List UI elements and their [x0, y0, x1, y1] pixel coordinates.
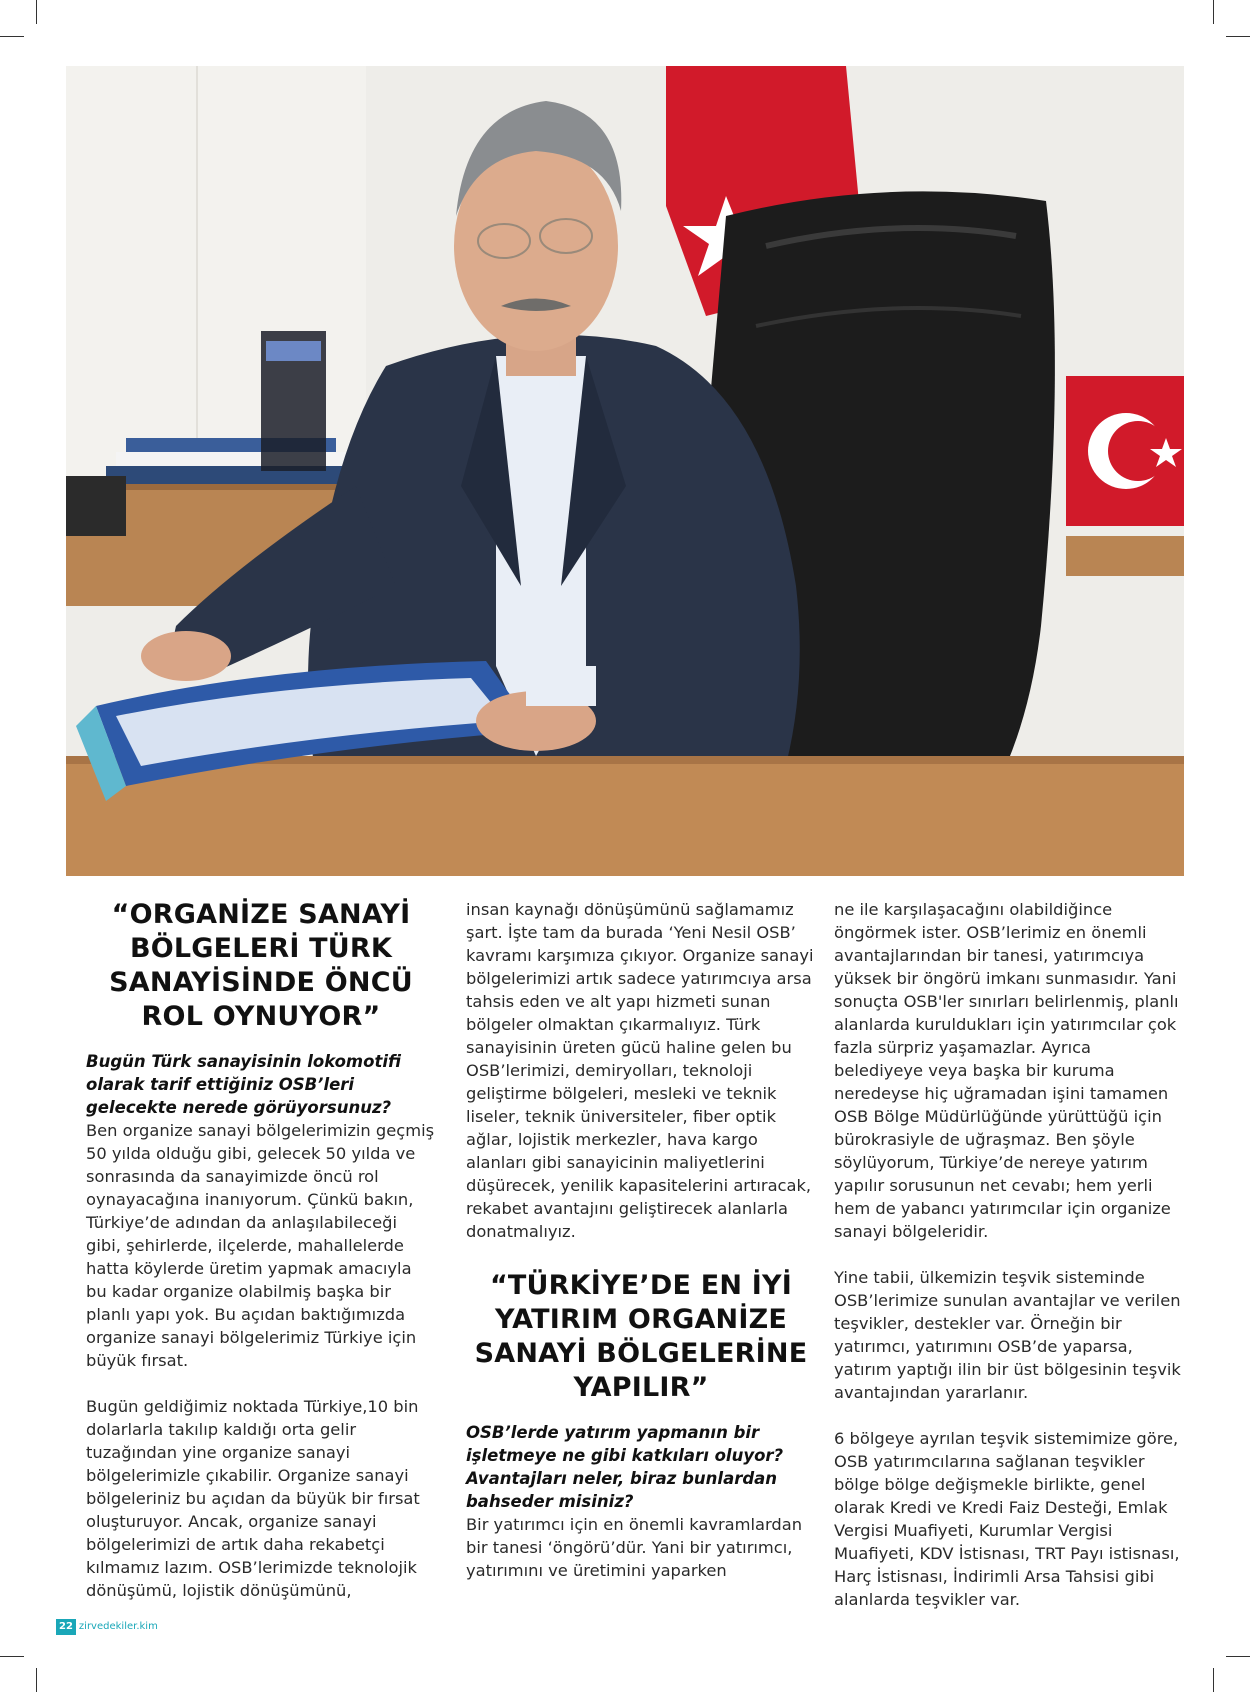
crop-mark [1226, 1656, 1250, 1657]
answer-paragraph: Yine tabii, ülkemizin teşvik sisteminde OSB’lerimize sunulan avantajlar ve verilen teşvikler, destekler var. Örneğin bir yatırımcı, yatırımını OSB’de yaparsa, yatırım yaptığı ilin bir üst bölgesinin teşvik avantajından yararlanır. [834, 1268, 1181, 1402]
article-column-1 [86, 898, 436, 1602]
section-heading: “TÜRKİYE’DE EN İYİ YATIRIM ORGANİZE SANAYİ BÖLGELERİNE YAPILIR” [474, 1270, 808, 1403]
crop-mark [1226, 36, 1250, 37]
site-name: zirvedekiler.kim [78, 1621, 158, 1632]
answer-paragraph: ne ile karşılaşacağını olabildiğince öngörmek ister. OSB’lerimiz en önemli avantajlarından bir tanesi, yatırımcıya yüksek bir öngörü imkanı sunmasıdır. Yani sonuçta OSB'ler sınırları belirlenmiş, planlı alanlarda kuruldukları için yatırımcılar çok fazla sürpriz yaşamazlar. Ayrıca belediyeye veya başka bir kuruma neredeyse hiç uğramadan işini tamamen OSB Bölge Müdürlüğünde yürüttüğü için bürokrasiyle de uğraşmaz. Ben şöyle söylüyorum, Türkiye’de nereye yatırım yapılır sorusunun net cevabı; hem yerli hem de yabancı yatırımcılar için organize sanayi bölgeleridir. [834, 900, 1179, 1241]
page-number: 22 [56, 1619, 76, 1635]
answer-paragraph: Ben organize sanayi bölgelerimizin geçmiş 50 yılda olduğu gibi, gelecek 50 yılda ve sonrasında da sanayimizde öncü rol oynayacağına inanıyorum. Çünkü bakın, Türkiye’de adından da anlaşılabileceği gibi, şehirlerde, ilçelerde, mahallelerde hatta köylerde üretim yapmak amacıyla bu kadar organize olabilmiş başka bir planlı yapı yok. Bu açıdan baktığımızda organize sanayi bölgelerimiz Türkiye için büyük fırsat. [86, 1121, 435, 1370]
interview-question: Bugün Türk sanayisinin lokomotifi olarak tarif ettiğiniz OSB’leri gelecekte nerede görüyorsunuz? [86, 1052, 401, 1117]
crop-mark [36, 0, 37, 24]
crop-mark [36, 1668, 37, 1692]
photo-illustration [66, 66, 1184, 876]
article-column-3 [834, 898, 1184, 1611]
desk [66, 756, 1184, 876]
page-footer [56, 1619, 158, 1635]
answer-paragraph: Bir yatırımcı için en önemli kavramlardan bir tanesi ‘öngörü’dür. Yani bir yatırımcı, yatırımını ve üretimini yaparken [466, 1515, 803, 1580]
answer-paragraph: 6 bölgeye ayrılan teşvik sistemimize göre, OSB yatırımcılarına sağlanan teşvikler bölge bölge değişmekle birlikte, genel olarak Kredi ve Kredi Faiz Desteği, Emlak Vergisi Muafiyeti, Kurumlar Vergisi Muafiyeti, KDV İstisnası, TRT Payı istisnası, Harç İstisnası, İndirimli Arsa Tahsisi gibi alanlarda teşvikler var. [834, 1429, 1180, 1609]
main-photo [66, 66, 1184, 876]
article-column-2 [466, 898, 816, 1582]
crop-mark [0, 1656, 24, 1657]
interview-question: OSB’lerde yatırım yapmanın bir işletmeye ne gibi katkıları oluyor? Avantajları neler, biraz bunlardan bahseder misiniz? [466, 1423, 784, 1511]
crop-mark [1213, 1668, 1214, 1692]
crop-mark [0, 36, 24, 37]
section-heading: “ORGANİZE SANAYİ BÖLGELERİ TÜRK SANAYİSİNDE ÖNCÜ ROL OYNUYOR” [109, 899, 413, 1032]
answer-paragraph: insan kaynağı dönüşümünü sağlamamız şart. İşte tam da burada ‘Yeni Nesil OSB’ kavramı karşımıza çıkıyor. Organize sanayi bölgelerimizi artık sadece yatırımcıya arsa tahsis eden ve alt yapı hizmeti sunan bölgeler olmaktan çıkarmalıyız. Türk sanayisinin üreten gücü haline gelen bu OSB’lerimizi, demiryolları, teknoloji geliştirme bölgeleri, mesleki ve teknik liseler, teknik üniversiteler, fiber optik ağlar, lojistik merkezler, hava kargo alanları gibi sanayicinin maliyetlerini düşürecek, yenilik kapasitelerini artıracak, rekabet avantajını geliştirecek alanlarla donatmalıyız. [466, 900, 814, 1241]
crop-mark [1213, 0, 1214, 24]
answer-paragraph: Bugün geldiğimiz noktada Türkiye,10 bin dolarlarla takılıp kaldığı orta gelir tuzağından yine organize sanayi bölgelerimizle çıkabilir. Organize sanayi bölgeleriniz bu açıdan da büyük bir fırsat oluşturuyor. Ancak, organize sanayi bölgelerimizi de artık daha rekabetçi kılmamız lazım. OSB’lerimizde teknolojik dönüşümü, lojistik dönüşümünü, [86, 1397, 420, 1600]
